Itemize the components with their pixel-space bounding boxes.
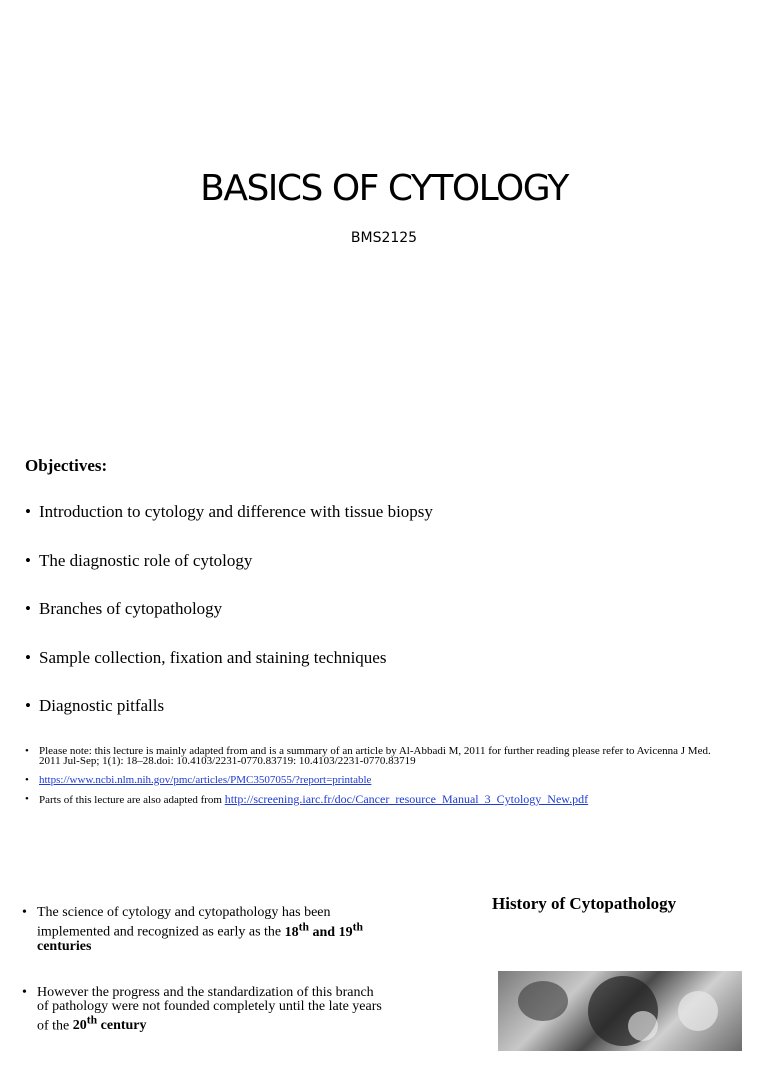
microscopy-photo xyxy=(498,971,742,1051)
objectives-slide xyxy=(0,430,768,860)
objective-text: Diagnostic pitfalls xyxy=(39,696,165,715)
bullet-icon: • xyxy=(22,984,27,1000)
note-text: Please note: this lecture is mainly adapted from and is a summary of an article by Al-Abbadi M, 2011 for further reading please refer to Avicenna J Med. 2011 Jul-Sep; 1(1): 18–28.doi: 10.4103/2231-0770.83719: 10.4103/2231-0770.83719 xyxy=(39,745,711,767)
objective-item xyxy=(25,502,433,551)
reference-notes xyxy=(25,746,715,814)
objective-item xyxy=(25,696,433,745)
course-code: BMS2125 xyxy=(350,230,418,246)
objective-item xyxy=(25,551,433,600)
history-slide xyxy=(0,860,768,1034)
ncbi-link[interactable]: https://www.ncbi.nlm.nih.gov/pmc/articles/PMC3507055/?report=printable xyxy=(39,774,372,786)
history-item xyxy=(22,986,382,1034)
note-item xyxy=(25,746,715,766)
bullet-icon: • xyxy=(25,774,29,786)
objective-text: The diagnostic role of cytology xyxy=(39,550,253,570)
iarc-link[interactable]: http://screening.iarc.fr/doc/Cancer_resource_Manual_3_Cytology_New.pdf xyxy=(224,792,589,806)
slide-title: BASICS OF CYTOLOGY xyxy=(200,168,568,209)
objective-item xyxy=(25,599,433,648)
bullet-icon: • xyxy=(25,793,29,805)
history-heading: History of Cytopathology xyxy=(492,894,677,913)
bullet-icon: • xyxy=(25,745,29,757)
objective-text: Sample collection, fixation and staining techniques xyxy=(39,647,387,667)
objective-item xyxy=(25,648,433,697)
objective-text: Branches of cytopathology xyxy=(39,599,223,618)
bullet-icon: • xyxy=(22,905,27,920)
note-item xyxy=(25,775,715,785)
objective-text: Introduction to cytology and difference with tissue biopsy xyxy=(39,502,433,521)
note-item xyxy=(25,794,715,805)
bullet-icon: • xyxy=(25,550,31,570)
history-bullets xyxy=(22,906,382,1065)
bullet-icon: • xyxy=(25,502,31,521)
bullet-icon: • xyxy=(25,647,31,667)
history-item xyxy=(22,906,382,954)
objectives-heading: Objectives: xyxy=(25,456,108,475)
history-text: The science of cytology and cytopathology has been implemented and recognized as early as the 18th and 19th centuries xyxy=(37,905,363,954)
bullet-icon: • xyxy=(25,599,31,618)
title-slide xyxy=(0,0,768,430)
bullet-icon: • xyxy=(25,696,31,715)
note-text: Parts of this lecture are also adapted from xyxy=(39,794,225,806)
history-text: However the progress and the standardization of this branch of pathology were not founded completely until the late years of the 20th century xyxy=(37,984,382,1034)
objectives-list xyxy=(25,502,433,745)
